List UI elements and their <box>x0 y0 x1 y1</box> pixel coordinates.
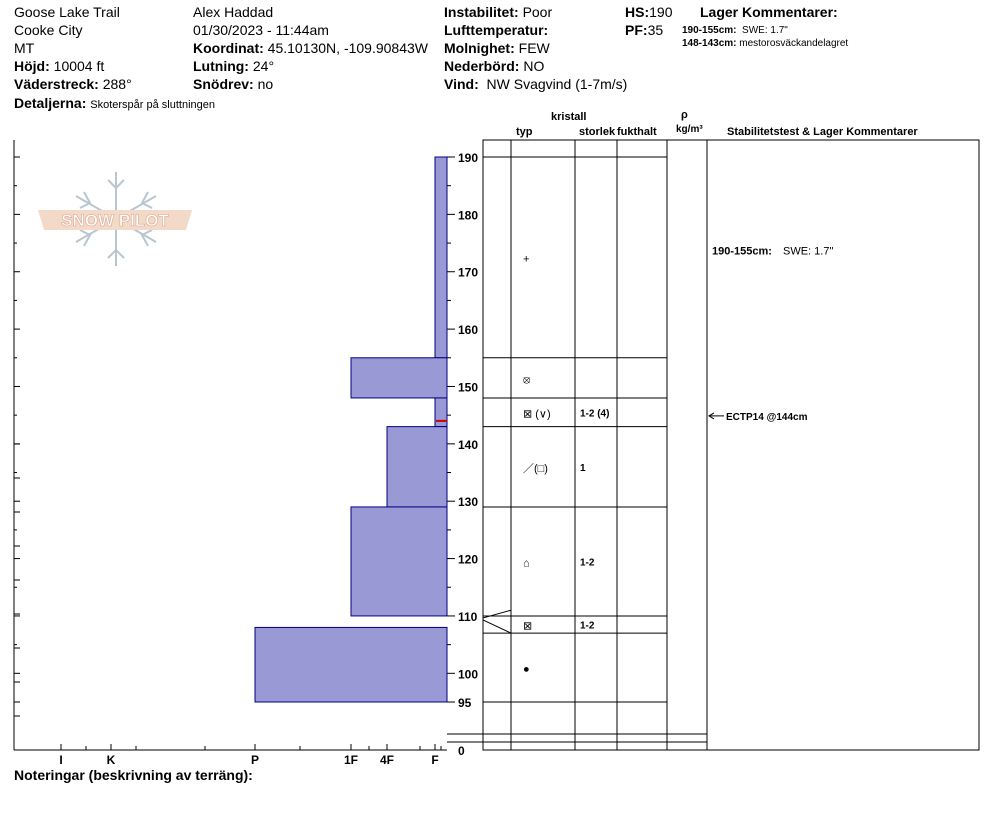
details: Detaljerna: Skoterspår på sluttningen <box>14 95 215 111</box>
snow-pilot-logo <box>38 172 192 266</box>
datetime: 01/30/2023 - 11:44am <box>193 22 329 38</box>
wind-loading: Snödrev: no <box>193 76 274 92</box>
observer: Alex Haddad <box>193 4 274 20</box>
crystal-type-symbol: + <box>523 253 530 266</box>
layer-table-frame <box>483 140 979 750</box>
depth-tick-label: 120 <box>458 552 479 567</box>
crystal-type-symbol: ⌂ <box>523 557 530 570</box>
coordinates: Koordinat: 45.10130N, -109.90843W <box>193 40 428 56</box>
crystal-type-symbol: ⊠ <box>523 620 533 633</box>
area: Cooke City <box>14 22 83 38</box>
swe-range: 190-155cm: <box>712 245 772 258</box>
slope: Lutning: 24° <box>193 58 275 74</box>
crystal-type-symbol: ⊠ (∨) <box>523 408 551 421</box>
air-temperature-label: Lufttemperatur: <box>444 22 549 38</box>
type-header: typ <box>516 126 533 138</box>
depth-tick-label: 110 <box>458 609 478 624</box>
stability-header: Stabilitetstest & Lager Kommentarer <box>727 126 918 138</box>
layer-comments-title: Lager Kommentarer: <box>700 4 838 20</box>
hardness-bar <box>351 507 447 616</box>
elevation: Höjd: 10004 ft <box>14 58 105 74</box>
notes-label: Noteringar (beskrivning av terräng): <box>14 767 253 783</box>
crystal-type-symbol: ● <box>523 663 530 676</box>
wind: Vind: NW Svagvind (1-7m/s) <box>444 76 628 92</box>
depth-tick-label: 170 <box>458 265 479 280</box>
hardness-tick-label: P <box>250 753 260 767</box>
snow-height: HS:190 <box>625 4 673 20</box>
instability: Instabilitet: Poor <box>444 4 553 20</box>
depth-tick-label: 160 <box>458 323 479 338</box>
hardness-tick-label: K <box>106 753 116 767</box>
crystal-size-value: 1-2 (4) <box>580 408 610 420</box>
crystal-size-value: 1 <box>580 462 586 474</box>
boundary-connector <box>483 620 511 633</box>
rho-header: ρ <box>681 109 688 121</box>
hardness-tick-label: F <box>431 753 439 767</box>
boundary-connector <box>483 610 511 618</box>
moisture-header: fukthalt <box>617 126 657 138</box>
sky: Molnighet: FEW <box>444 40 550 56</box>
crystal-header: kristall <box>551 111 587 123</box>
depth-tick-label: 100 <box>458 667 479 682</box>
depth-tick-label: 0 <box>458 744 465 758</box>
svg-text:SNOW PILOT: SNOW PILOT <box>61 211 169 230</box>
depth-tick-label: 180 <box>458 208 479 223</box>
location: Goose Lake Trail <box>14 4 120 20</box>
layer-comment-1: 190-155cm: SWE: 1.7" <box>682 25 788 36</box>
precipitation: Nederbörd: NO <box>444 58 545 74</box>
state: MT <box>14 40 35 56</box>
hardness-bar <box>435 398 447 427</box>
depth-tick-label: 140 <box>458 437 479 452</box>
depth-tick-label: 95 <box>458 695 472 710</box>
hardness-tick-label: I <box>59 753 63 767</box>
hardness-bar <box>255 627 447 702</box>
hardness-bar <box>435 157 447 358</box>
hardness-bar <box>351 358 447 398</box>
hardness-tick-label: 4F <box>379 753 395 767</box>
swe-value: SWE: 1.7" <box>783 245 834 258</box>
depth-tick-label: 190 <box>458 151 479 165</box>
stability-test-label: ECTP14 @144cm <box>726 411 808 423</box>
crystal-type-symbol: ⦻ <box>523 373 531 386</box>
crystal-type-symbol: ／(□) <box>523 462 548 475</box>
foot-penetration: PF:35 <box>625 22 664 38</box>
density-unit-header: kg/m³ <box>676 124 703 135</box>
crystal-size-value: 1-2 <box>580 557 595 569</box>
crystal-size-value: 1-2 <box>580 620 595 632</box>
size-header: storlek <box>579 126 615 138</box>
hardness-tick-label: 1F <box>343 753 359 767</box>
aspect: Väderstreck: 288° <box>14 76 132 92</box>
hardness-bar <box>387 427 447 507</box>
depth-tick-label: 130 <box>458 495 479 510</box>
layer-comment-2: 148-143cm: mestorosväckandelagret <box>682 38 849 49</box>
depth-tick-label: 150 <box>458 380 479 395</box>
